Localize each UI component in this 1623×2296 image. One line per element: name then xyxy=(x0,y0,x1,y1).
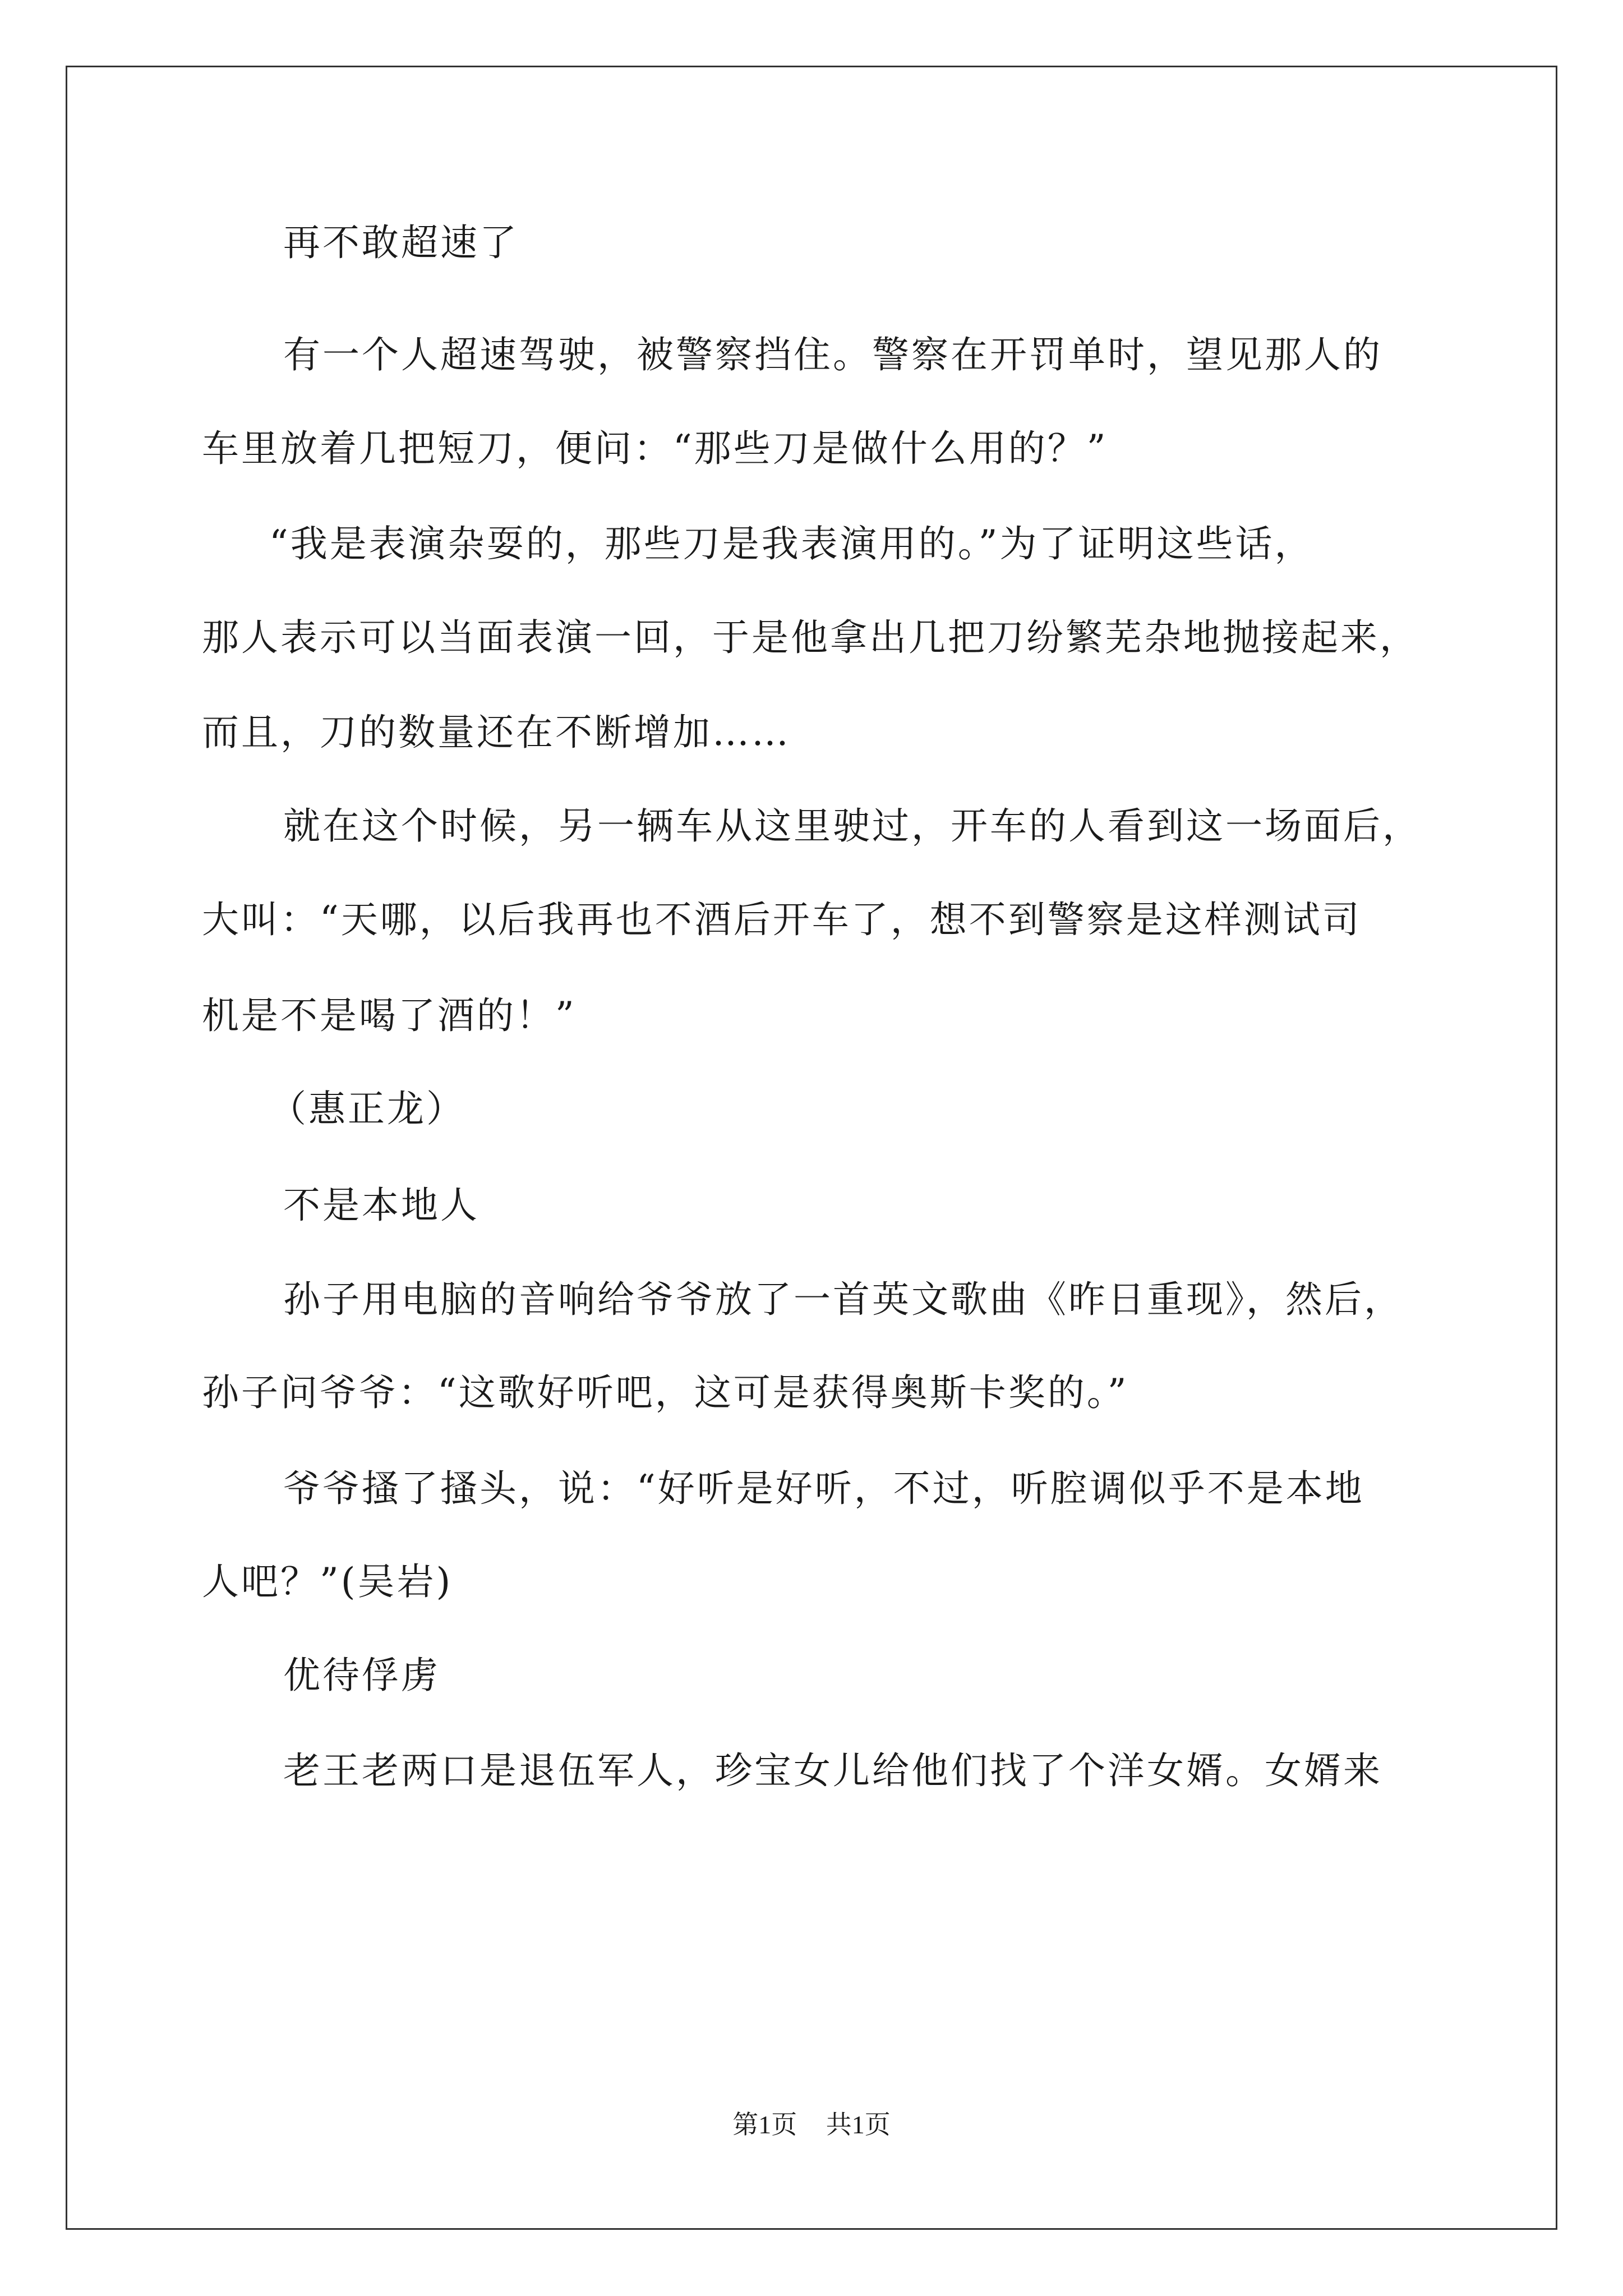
text-line: 孙子问爷爷：“这歌好听吧，这可是获得奥斯卡奖的。” xyxy=(202,1371,1129,1414)
text-line: 那人表示可以当面表演一回，于是他拿出几把刀纷繁芜杂地抛接起来， xyxy=(202,616,1419,659)
author-credit: （惠正龙） xyxy=(269,1087,465,1130)
text-line: 而且，刀的数量还在不断增加…… xyxy=(202,711,791,754)
text-line: 车里放着几把短刀，便问：“那些刀是做什么用的？” xyxy=(202,427,1108,470)
text-line: 机是不是喝了酒的！” xyxy=(202,994,577,1037)
text-line: 有一个人超速驾驶，被警察挡住。警察在开罚单时，望见那人的 xyxy=(283,333,1382,376)
text-line: 就在这个时候，另一辆车从这里驶过，开车的人看到这一场面后， xyxy=(283,804,1422,848)
heading-3: 优待俘虏 xyxy=(283,1654,440,1697)
page-footer xyxy=(0,2109,1623,2141)
text-line: “我是表演杂耍的，那些刀是我表演用的。”为了证明这些话， xyxy=(269,522,1314,565)
heading-1: 再不敢超速了 xyxy=(283,221,519,264)
page-border xyxy=(66,66,1557,2230)
heading-2: 不是本地人 xyxy=(283,1184,479,1227)
text-line: 人吧？”(吴岩) xyxy=(202,1560,453,1603)
text-line: 老王老两口是退伍军人，珍宝女儿给他们找了个洋女婿。女婿来 xyxy=(283,1749,1382,1792)
text-line: 孙子用电脑的音响给爷爷放了一首英文歌曲《昨日重现》，然后， xyxy=(283,1278,1403,1321)
page-total: 共1页 xyxy=(826,2110,891,2139)
page-number: 第1页 xyxy=(732,2110,797,2139)
text-line: 大叫：“天哪，以后我再也不酒后开车了，想不到警察是这样测试司 xyxy=(202,898,1362,941)
text-line: 爷爷搔了搔头，说：“好听是好听，不过，听腔调似乎不是本地 xyxy=(283,1467,1364,1510)
